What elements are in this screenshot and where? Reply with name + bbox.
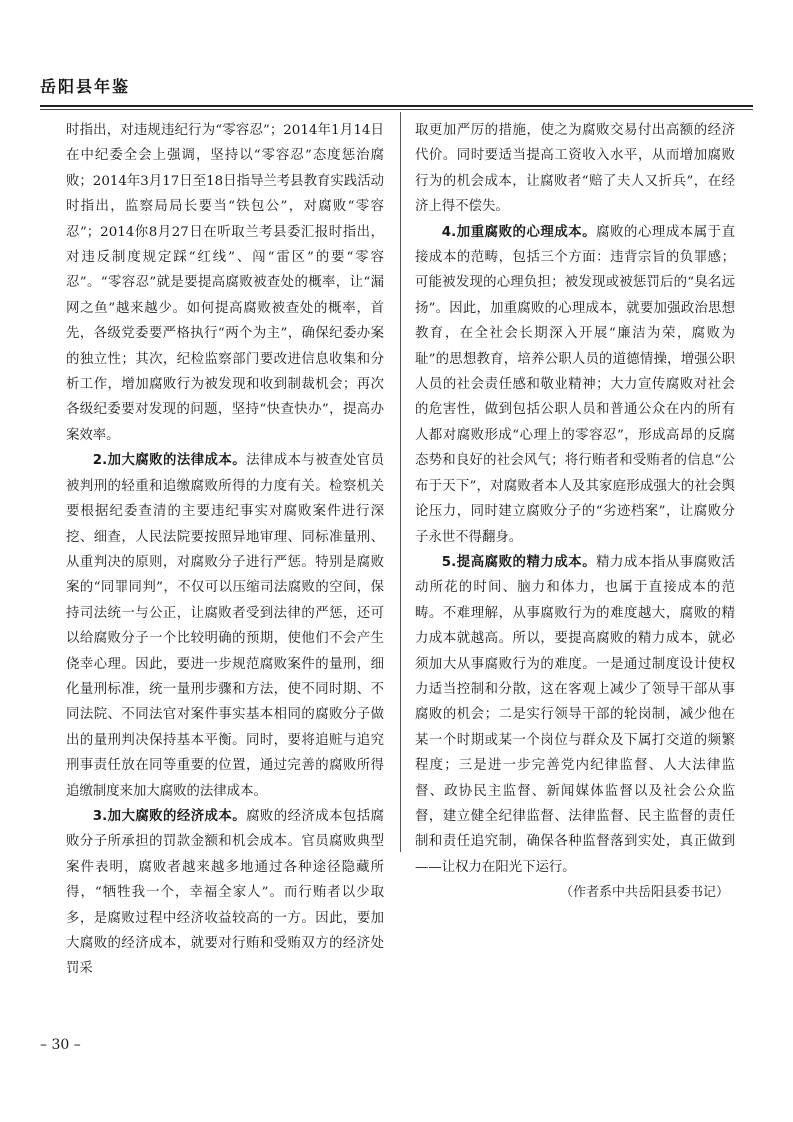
header-rule-thin	[40, 109, 753, 110]
running-header-title: 岳阳县年鉴	[40, 77, 131, 96]
section-4-paragraph	[415, 220, 735, 550]
section-2-heading: 2.加大腐败的法律成本。	[92, 453, 247, 469]
author-signature: （作者系中共岳阳县委书记）	[559, 885, 729, 901]
section-5-body: 精力成本指从事腐败活动所花的时间、脑力和体力，也属于直接成本的范畴。不难理解，从事腐败行为的难度越大，腐败的精力成本就越高。所以，要提高腐败的精力成本，就必须加大从事腐败行为的难度。一是通过制度设计使权力适当控制和分散，这在客观上减少了领导干部从事腐败的机会；二是实行领导干部的轮岗制，减少他在某一个时期或某一个岗位与群众及下属打交道的频繁程度；三是进一步完善党内纪律监督、人大法律监督、政协民主监督、新闻媒体监督以及社会公众监督，建立健全纪律监督、法律监督、民主监督的责任制和责任追究制，确保各种监督落到实处，真正做到——让权力在阳光下运行。	[415, 554, 736, 875]
section-2-body: 法律成本与被查处官员被判刑的轻重和追缴腐败所得的力度有关。检察机关要根据纪委查清的主要违纪事实对腐败案件进行深挖、细查，人民法院要按照异地审理、同标准量刑、从重判决的原则，对腐败分子进行严惩。特别是腐败案的“同罪同判”，不仅可以压缩司法腐败的空间，保持司法统一与公正，让腐败者受到法律的严惩，还可以给腐败分子一个比较明确的预期，使他们不会产生侥幸心理。因此，要进一步规范腐败案件的量刑，细化量刑标准，统一量刑步骤和方法，使不同时期、不同法院、不同法官对案件事实基本相同的腐败分子做出的量刑判决保持基本平衡。同时，要将追赃与追究刑事责任放在同等重要的位置，通过完善的腐败所得追缴制度来加大腐败的法律成本。	[66, 453, 385, 799]
right-column	[415, 118, 735, 906]
left-paragraph-continuation: 时指出，对违规违纪行为“零容忍”；2014年1月14日在中纪委全会上强调，坚持以“零容忍”态度惩治腐败；2014年3月17日至18日指导兰考县教育实践活动时指出，监察局局长要当“铁包公”，对腐败“零容忍”；2014你8月27日在听取兰考县委汇报时指出，对违反制度规定踩“红线”、闯“雷区”的要“零容忍”。“零容忍”就是要提高腐败被查处的概率，让“漏网之鱼”越来越少。如何提高腐败被查处的概率，首先，各级党委要严格执行“两个为主”，确保纪委办案的独立性；其次，纪检监察部门要改进信息收集和分析工作，增加腐败行为被发现和收到制裁机会；再次各级纪委要对发现的问题，坚持“快查快办”，提高办案效率。	[66, 123, 384, 443]
section-3-body: 腐败的经济成本包括腐败分子所承担的罚款金额和机会成本。官员腐败典型案件表明，腐败者越来越多地通过各种途径隐藏所得，“牺牲我一个，幸福全家人”。而行贿者以少取多，是腐败过程中经济收益较高的一方。因此，要加大腐败的经济成本，就要对行贿和受贿双方的经济处罚采	[66, 808, 385, 977]
section-5-paragraph	[415, 550, 735, 880]
section-3-paragraph	[66, 804, 384, 982]
right-paragraph-continuation: 取更加严厉的措施，使之为腐败交易付出高额的经济代价。同时要适当提高工资收入水平，从而增加腐败行为的机会成本，让腐败者“赔了夫人又折兵”，在经济上得不偿失。	[415, 123, 735, 215]
section-4-body: 腐败的心理成本属于直接成本的范畴，包括三个方面：违背宗旨的负罪感；可能被发现的心理负担；被发现或被惩罚后的“臭名远扬”。因此，加重腐败的心理成本，就要加强政治思想教育，在全社会长期深入开展“廉洁为荣，腐败为耻”的思想教育，培养公职人员的道德情操，增强公职人员的社会责任感和敬业精神；大力宣传腐败对社会的危害性，做到包括公职人员和普通公众在内的所有人都对腐败形成“心理上的零容忍”，形成高昂的反腐态势和良好的社会风气；将行贿者和受贿者的信息“公布于天下”，对腐败者本人及其家庭形成强大的社会舆论压力，同时建立腐败分子的“劣迹档案”，让腐败分子永世不得翻身。	[415, 224, 736, 545]
section-3-heading: 3.加大腐败的经济成本。	[92, 808, 247, 824]
column-divider	[400, 112, 401, 852]
header-rule	[40, 105, 753, 107]
left-column	[66, 118, 384, 982]
section-4-heading: 4.加重腐败的心理成本。	[441, 224, 597, 240]
page-number: – 30 –	[40, 1037, 81, 1053]
section-5-heading: 5.提高腐败的精力成本。	[441, 554, 597, 570]
section-2-paragraph	[66, 448, 384, 804]
